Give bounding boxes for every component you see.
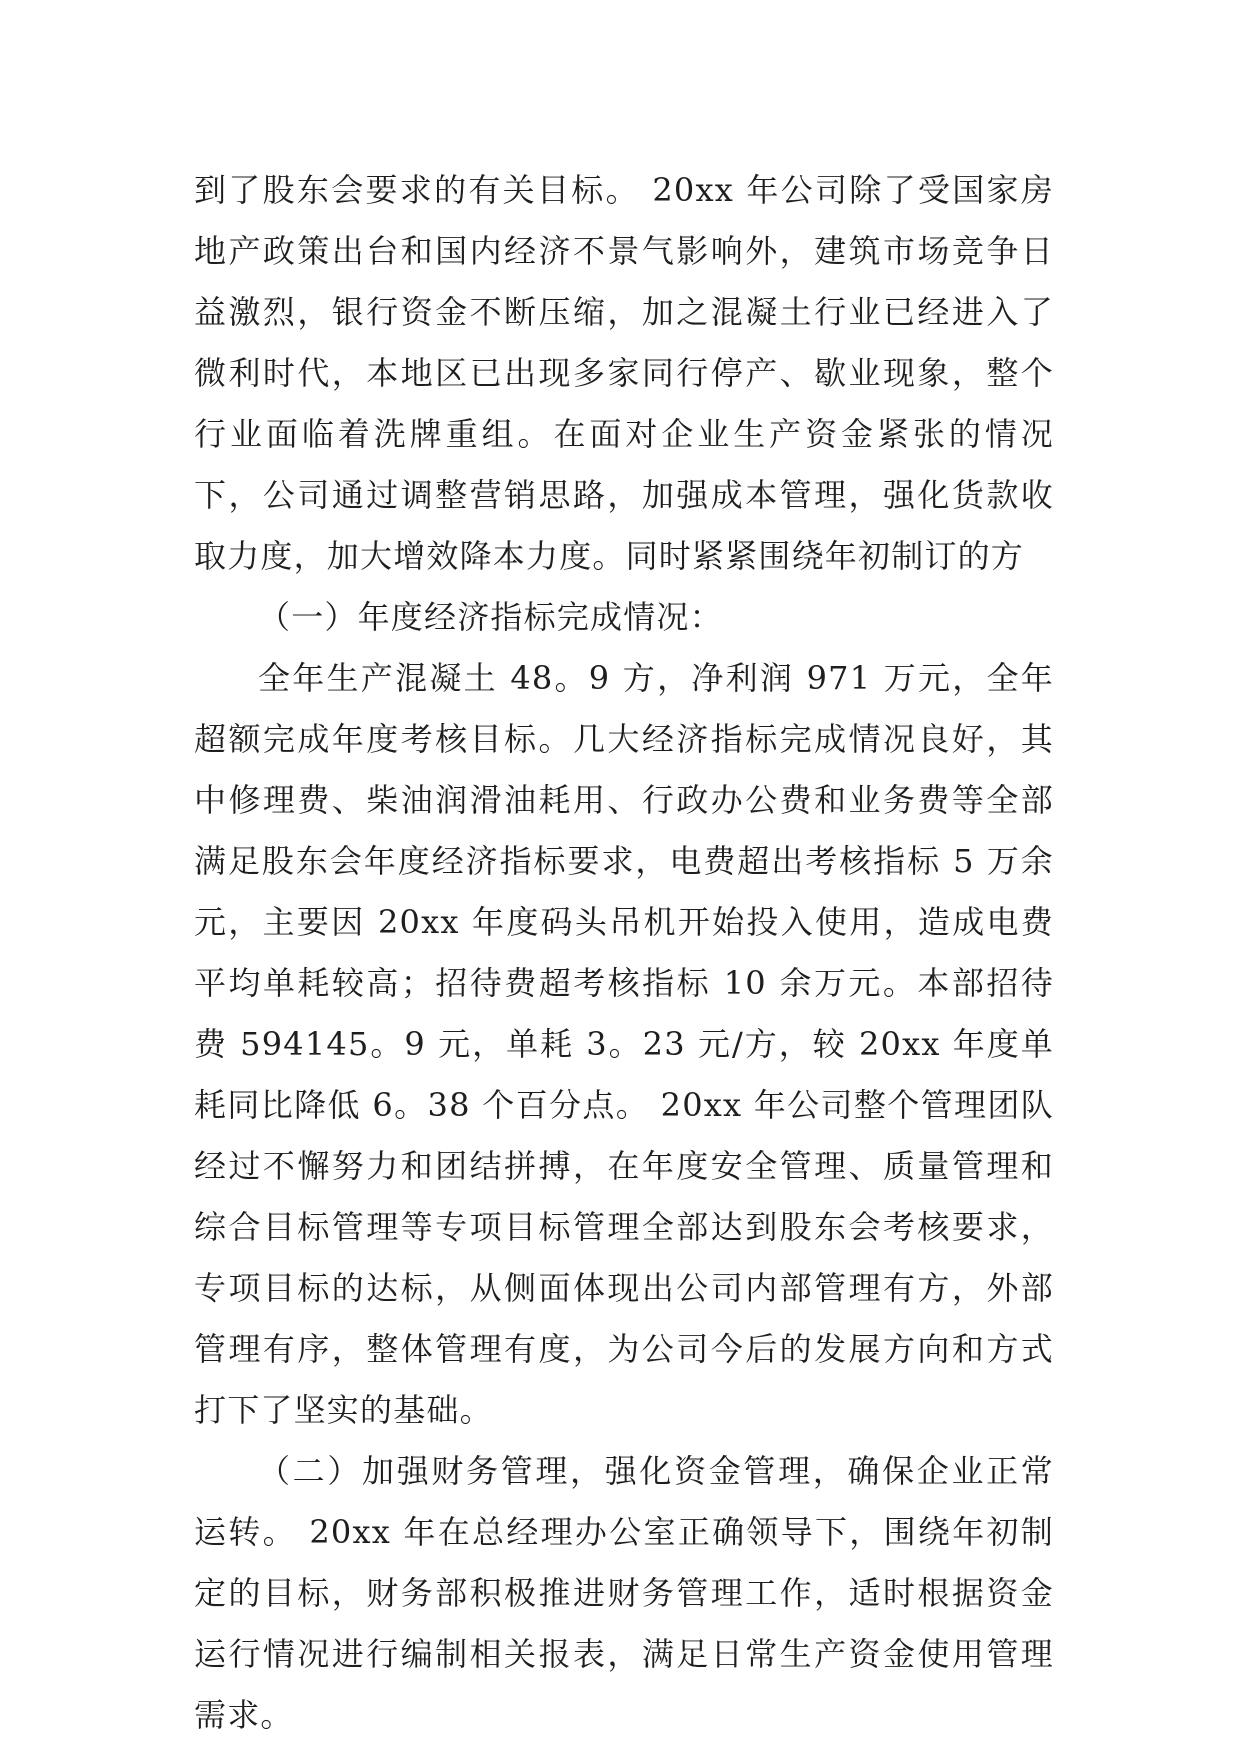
section-heading-annual-indicators: （一）年度经济指标完成情况： xyxy=(258,598,723,636)
paragraph-financial-management: （二）加强财务管理，强化资金管理，确保企业正常运转。 20xx 年在总经理办公室正确领导下，围绕年初制定的目标，财务部积极推进财务管理工作，适时根据资金运行情况进行编制相关报表，满足日常生产资金使用管理需求。 xyxy=(194,1452,1054,1734)
document-body xyxy=(194,160,1054,1746)
paragraph-annual-indicators: 全年生产混凝土 48。9 方，净利润 971 万元，全年超额完成年度考核目标。几大经济指标完成情况良好，其中修理费、柴油润滑油耗用、行政办公费和业务费等全部满足股东会年度经济指标要求，电费超出考核指标 5 万余元，主要因 20xx 年度码头吊机开始投入使用，造成电费平均单耗较高；招待费超考核指标 10 余万元。本部招待费 594145。9 元，单耗 3。23 元/方，较 20xx 年度单耗同比降低 6。38 个百分点。 20xx 年公司整个管理团队经过不懈努力和团结拼搏，在年度安全管理、质量管理和综合目标管理等专项目标管理全部达到股东会考核要求，专项目标的达标，从侧面体现出公司内部管理有方，外部管理有序，整体管理有度，为公司今后的发展方向和方式打下了坚实的基础。 xyxy=(194,659,1054,1429)
paragraph-opening: 到了股东会要求的有关目标。 20xx 年公司除了受国家房地产政策出台和国内经济不景气影响外，建筑市场竞争日益激烈，银行资金不断压缩，加之混凝土行业已经进入了微利时代，本地区已出现多家同行停产、歇业现象，整个行业面临着洗牌重组。在面对企业生产资金紧张的情况下，公司通过调整营销思路，加强成本管理，强化货款收取力度，加大增效降本力度。同时紧紧围绕年初制订的方 xyxy=(194,171,1054,575)
